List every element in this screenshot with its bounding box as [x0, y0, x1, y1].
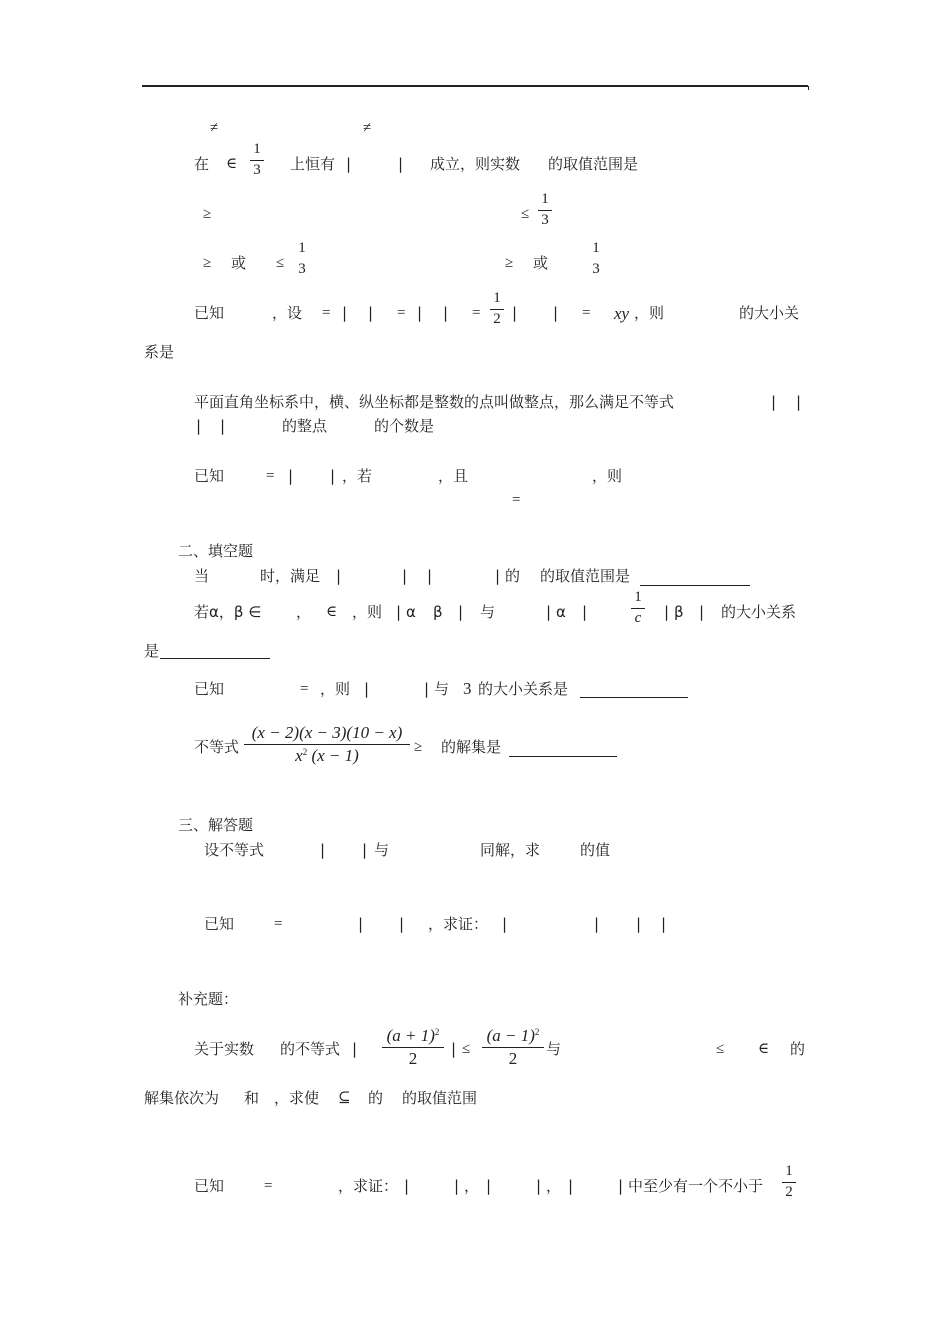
neq-symbol: ≠ — [210, 120, 219, 136]
answer-blank[interactable] — [580, 697, 688, 698]
fraction: 1 2 — [490, 291, 504, 327]
neq-symbol: ≠ — [363, 120, 372, 136]
answer-blank[interactable] — [509, 756, 617, 757]
fraction: 1 c — [631, 590, 645, 626]
answer-blank[interactable] — [640, 585, 750, 586]
header-rule-tick — [808, 86, 809, 90]
fraction: 1 3 — [538, 192, 552, 228]
fraction: $(a + 1)^2$ 2 — [382, 1027, 444, 1067]
fraction: 1 3 — [250, 142, 264, 178]
fraction: 1 3 — [298, 240, 306, 277]
fraction: 1 2 — [782, 1164, 796, 1200]
section-title-supplement: 补充题： — [178, 990, 239, 1008]
inequality-fraction: (x − 2)(x − 3)(10 − x) $x^2$ (x − 1) — [244, 724, 410, 764]
section-title-answer: 三、解答题 — [178, 816, 254, 834]
section-title-fill: 二、填空题 — [178, 542, 254, 560]
fraction: $(a - 1)^2$ 2 — [482, 1027, 544, 1067]
header-rule — [142, 85, 808, 87]
answer-blank[interactable] — [160, 658, 270, 659]
fraction: 1 3 — [592, 240, 600, 277]
